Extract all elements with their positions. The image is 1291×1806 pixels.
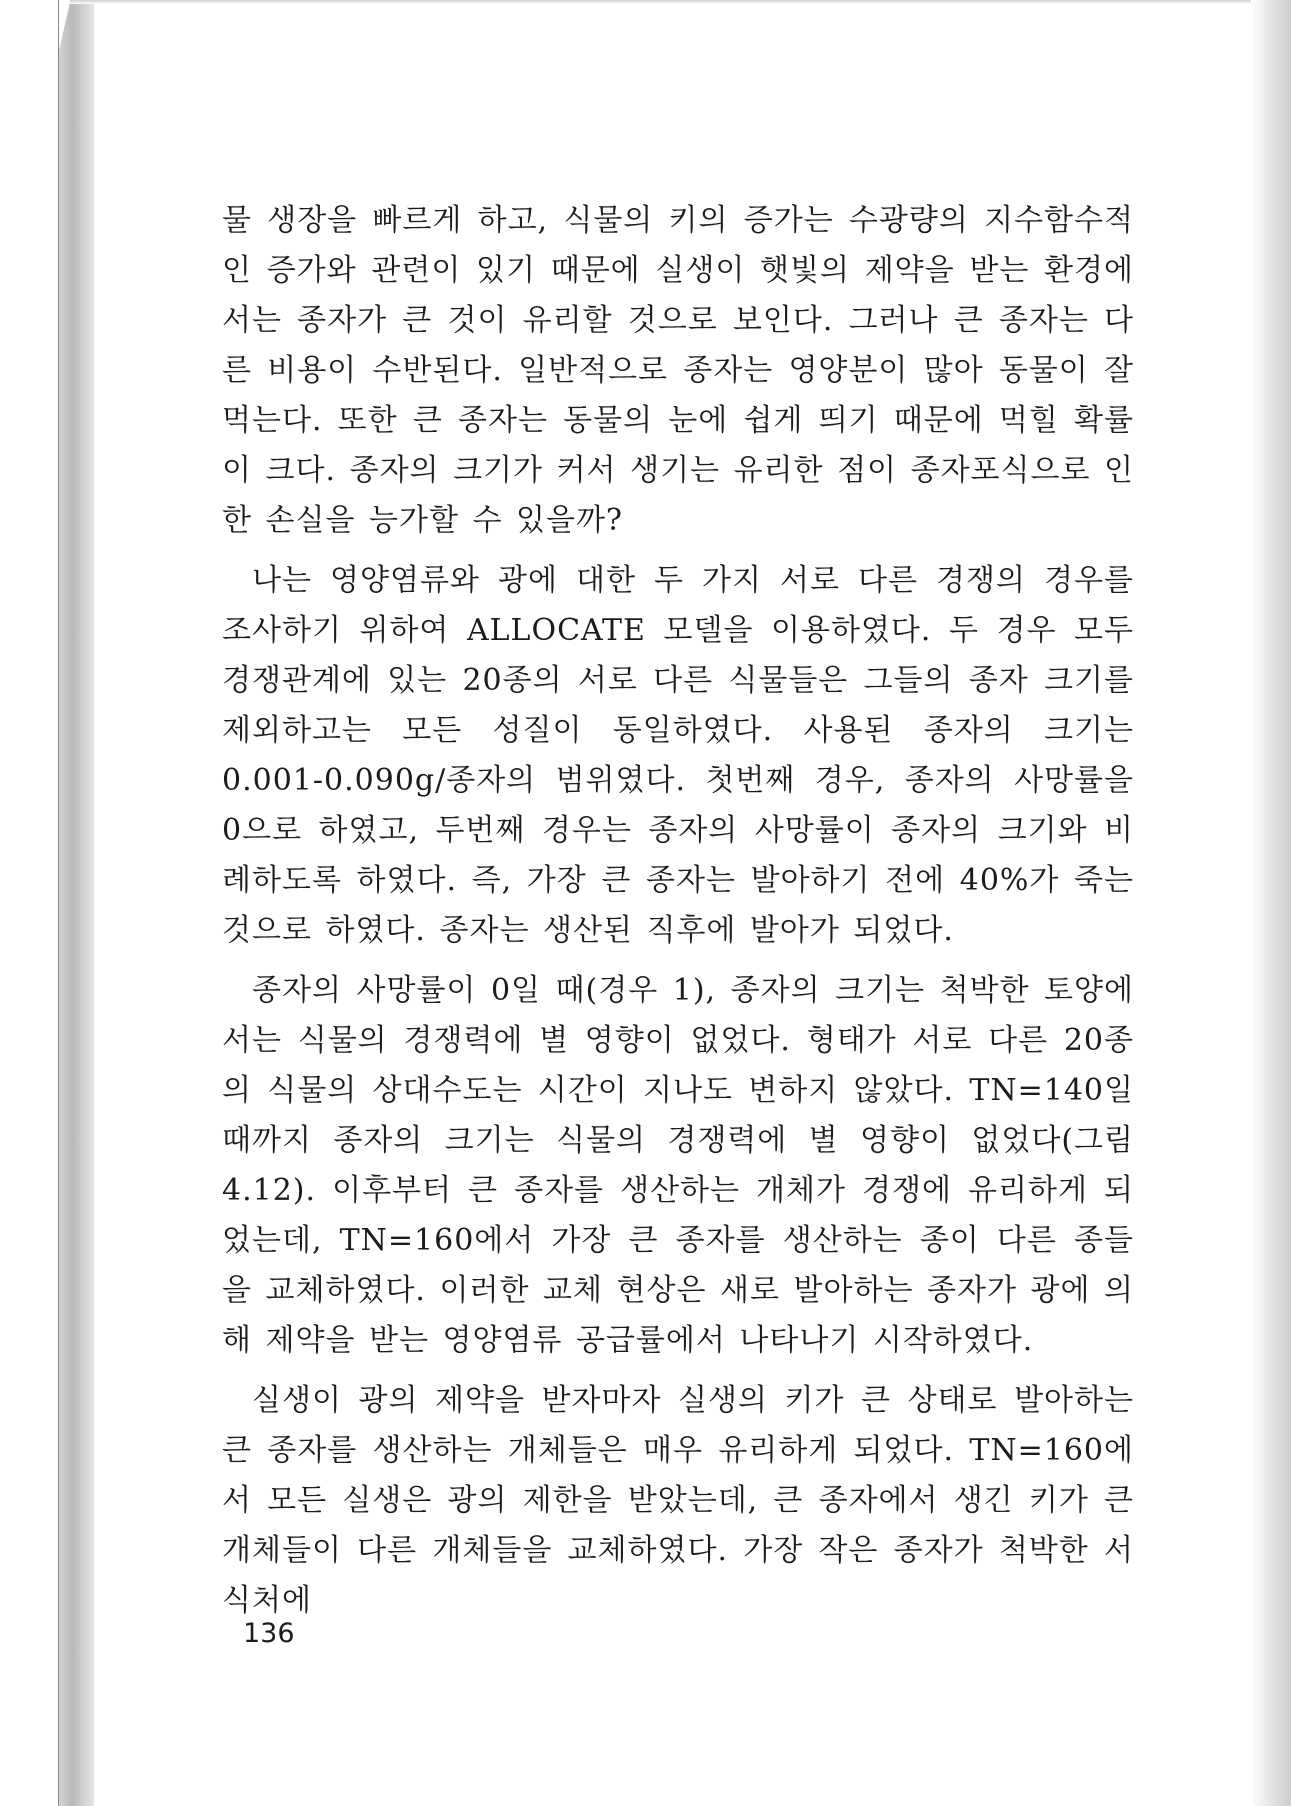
page-top-edge: [70, 0, 1291, 4]
paragraph-2: 나는 영양염류와 광에 대한 두 가지 서로 다른 경쟁의 경우를 조사하기 위하여 ALLOCATE 모델을 이용하였다. 두 경우 모두 경쟁관계에 있는 20종의 서로 다른 식물들은 그들의 종자 크기를 제외하고는 모든 성질이 동일하였다. 사용된 종자의 크기는 0.001-0.090g/종자의 범위였다. 첫번째 경우, 종자의 사망률을 0으로 하였고, 두번째 경우는 종자의 사망률이 종자의 크기와 비례하도록 하였다. 즉, 가장 큰 종자는 발아하기 전에 40%가 죽는 것으로 하였다. 종자는 생산된 직후에 발아가 되었다.: [222, 563, 1134, 948]
paragraph-1: 물 생장을 빠르게 하고, 식물의 키의 증가는 수광량의 지수함수적인 증가와 관련이 있기 때문에 실생이 햇빛의 제약을 받는 환경에서는 종자가 큰 것이 유리할 것으로 보인다. 그러나 큰 종자는 다른 비용이 수반된다. 일반적으로 종자는 영양분이 많아 동물이 잘 먹는다. 또한 큰 종자는 동물의 눈에 쉽게 띄기 때문에 먹힐 확률이 크다. 종자의 크기가 커서 생기는 유리한 점이 종자포식으로 인한 손실을 능가할 수 있을까?: [222, 203, 1134, 538]
body-text: [222, 196, 1134, 1636]
paragraph-4: 실생이 광의 제약을 받자마자 실생의 키가 큰 상태로 발아하는 큰 종자를 생산하는 개체들은 매우 유리하게 되었다. TN=160에서 모든 실생은 광의 제한을 받았는데, 큰 종자에서 생긴 키가 큰 개체들이 다른 개체들을 교체하였다. 가장 작은 종자가 척박한 서식처에: [222, 1383, 1134, 1618]
book-spine: [58, 0, 94, 1806]
page-right-shadow: [1251, 0, 1291, 1806]
paragraph-3: 종자의 사망률이 0일 때(경우 1), 종자의 크기는 척박한 토양에서는 식물의 경쟁력에 별 영향이 없었다. 형태가 서로 다른 20종의 식물의 상대수도는 시간이 지나도 변하지 않았다. TN=140일 때까지 종자의 크기는 식물의 경쟁력에 별 영향이 없었다(그림 4.12). 이후부터 큰 종자를 생산하는 개체가 경쟁에 유리하게 되었는데, TN=160에서 가장 큰 종자를 생산하는 종이 다른 종들을 교체하였다. 이러한 교체 현상은 새로 발아하는 종자가 광에 의해 제약을 받는 영양염류 공급률에서 나타나기 시작하였다.: [222, 973, 1134, 1358]
page-number: 136: [243, 1618, 295, 1649]
book-spine-edge: [58, 0, 59, 1806]
